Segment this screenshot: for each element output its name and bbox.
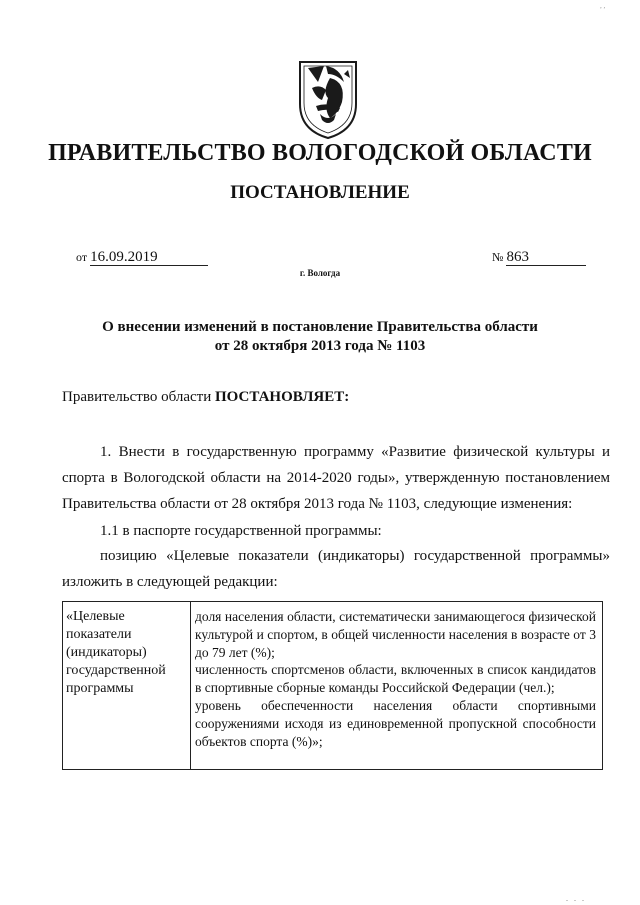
organization-title: ПРАВИТЕЛЬСТВО ВОЛОГОДСКОЙ ОБЛАСТИ bbox=[48, 140, 592, 166]
paragraph-1-line-1: 1. Внести в государственную программу «Развитие физической культуры и bbox=[100, 444, 610, 460]
number-prefix: № bbox=[492, 250, 504, 264]
document-date: 16.09.2019 bbox=[90, 250, 208, 266]
indicators-table bbox=[62, 601, 603, 770]
number-field bbox=[492, 250, 586, 266]
indicator-item: доля населения области, систематически занимающегося физической культурой и спортом, в общей численности населения в возрасте от 3 до 79 лет (%); bbox=[195, 609, 596, 660]
paragraph-1-rest: спорта в Вологодской области на 2014-2020 годы», утвержденную постановлением Правительства области от 28 октября 2013 года № 1103, следующие изменения: bbox=[62, 470, 610, 512]
indicator-item: уровень обеспеченности населения области спортивными сооружениями исходя из единовременной пропускной способности объектов спорта (%)»; bbox=[195, 697, 596, 749]
city-label: г. Вологда bbox=[299, 268, 341, 278]
scan-artifact-dots: . . . bbox=[566, 894, 586, 903]
coat-of-arms-icon bbox=[294, 52, 362, 140]
subject-line-1: О внесении изменений в постановление Правительства области bbox=[102, 319, 538, 335]
resolves-keyword: ПОСТАНОВЛЯЕТ: bbox=[214, 389, 350, 405]
date-field bbox=[76, 250, 208, 266]
date-prefix: от bbox=[76, 250, 88, 264]
paragraph-1-2-line-2: изложить в следующей редакции: bbox=[62, 574, 278, 590]
scan-corner-mark: , , bbox=[600, 2, 606, 10]
paragraph-1-2-line-1: позицию «Целевые показатели (индикаторы) государственной программы» bbox=[100, 548, 610, 564]
resolves-lead: Правительство области bbox=[62, 389, 215, 405]
indicator-item: численность спортсменов области, включенных в список кандидатов в спортивные сборные команды Российской Федерации (чел.); bbox=[195, 662, 596, 696]
resolves-paragraph bbox=[62, 384, 349, 410]
document-number: 863 bbox=[506, 250, 586, 266]
paragraph-1 bbox=[62, 439, 610, 517]
table-label-cell: «Целевые показатели (индикаторы) государственной программы bbox=[63, 602, 191, 769]
subject-line-2: от 28 октября 2013 года № 1103 bbox=[214, 338, 426, 354]
document-subject bbox=[0, 318, 640, 356]
table-value-cell bbox=[191, 602, 602, 769]
paragraph-1-1: 1.1 в паспорте государственной программы: bbox=[100, 523, 382, 539]
document-type: ПОСТАНОВЛЕНИЕ bbox=[230, 182, 410, 203]
